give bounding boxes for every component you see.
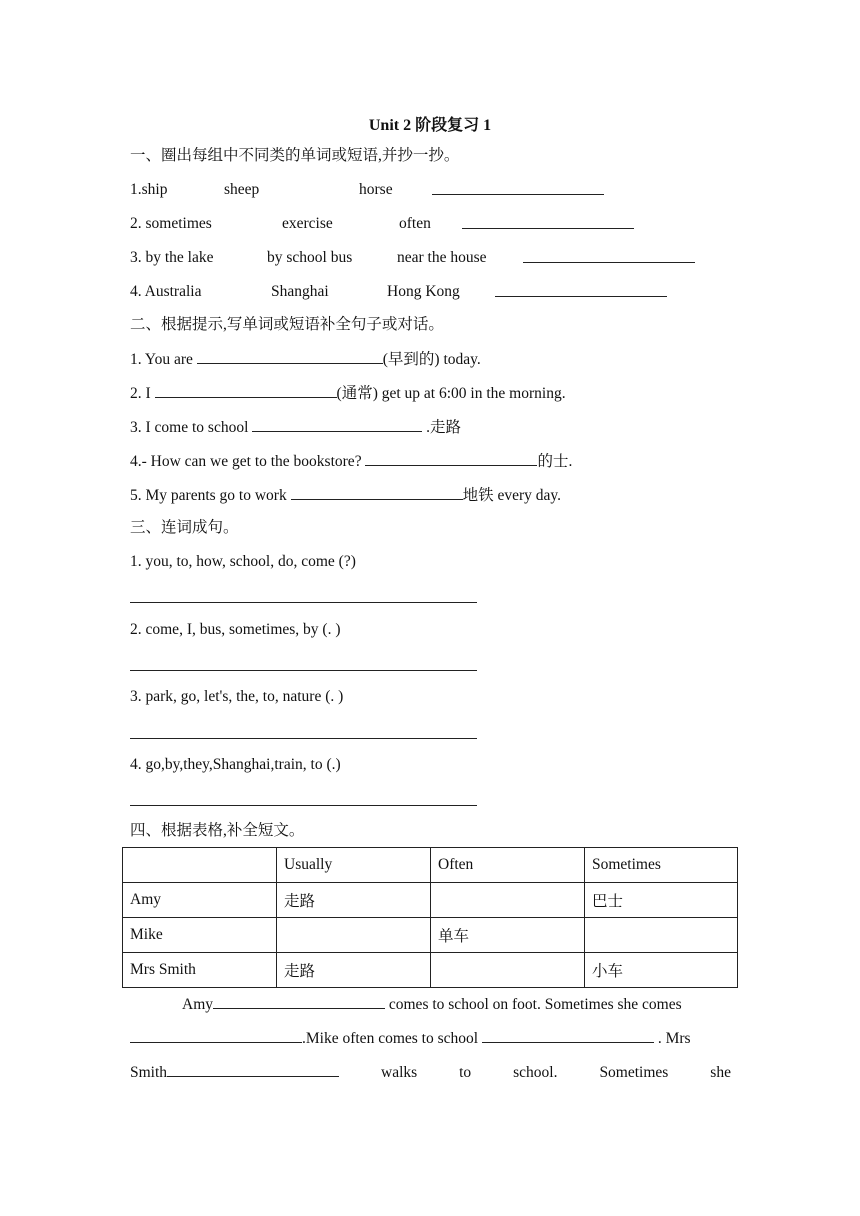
answer-blank[interactable] bbox=[213, 994, 385, 1009]
table-row bbox=[123, 953, 738, 988]
section-2-item-3: 3. I come to school .走路 bbox=[130, 419, 462, 436]
table-header-cell: Sometimes bbox=[585, 848, 738, 883]
table-cell: Amy bbox=[123, 883, 277, 918]
answer-blank[interactable] bbox=[291, 485, 463, 500]
answer-blank[interactable] bbox=[155, 383, 337, 398]
table-row bbox=[123, 883, 738, 918]
answer-blank[interactable] bbox=[197, 349, 383, 364]
section-1-heading: 一、圈出每组中不同类的单词或短语,并抄一抄。 bbox=[130, 147, 460, 164]
table-row bbox=[123, 918, 738, 953]
answer-line[interactable] bbox=[130, 670, 477, 671]
table-cell: 走路 bbox=[277, 953, 431, 988]
table-cell bbox=[431, 953, 585, 988]
answer-blank[interactable] bbox=[130, 1028, 302, 1043]
table-cell bbox=[585, 918, 738, 953]
table-header-cell: Usually bbox=[277, 848, 431, 883]
word: 4. Australia bbox=[130, 283, 202, 300]
word: Hong Kong bbox=[387, 283, 460, 300]
word: by school bus bbox=[267, 249, 353, 266]
table-cell: 走路 bbox=[277, 883, 431, 918]
page-title: Unit 2 阶段复习 1 bbox=[368, 117, 492, 134]
word: near the house bbox=[397, 249, 487, 266]
word: exercise bbox=[282, 215, 333, 232]
word: often bbox=[399, 215, 431, 232]
table-cell bbox=[277, 918, 431, 953]
answer-line[interactable] bbox=[130, 738, 477, 739]
answer-blank[interactable] bbox=[432, 180, 604, 201]
table-cell: 单车 bbox=[431, 918, 585, 953]
section-2-item-2: 2. I (通常) get up at 6:00 in the morning. bbox=[130, 385, 566, 402]
table-header-row bbox=[123, 848, 738, 883]
table-header-cell: Often bbox=[431, 848, 585, 883]
answer-blank[interactable] bbox=[365, 451, 537, 466]
table-cell bbox=[431, 883, 585, 918]
section-3-heading: 三、连词成句。 bbox=[130, 519, 239, 536]
word: Shanghai bbox=[271, 283, 329, 300]
word: 2. sometimes bbox=[130, 215, 212, 232]
answer-blank[interactable] bbox=[523, 248, 695, 269]
answer-blank[interactable] bbox=[167, 1062, 339, 1077]
section-2-item-1: 1. You are (早到的) today. bbox=[130, 351, 481, 368]
word: horse bbox=[359, 181, 393, 198]
word: 3. by the lake bbox=[130, 249, 214, 266]
section-3-item-2: 2. come, I, bus, sometimes, by (. ) bbox=[130, 621, 341, 638]
section-2-item-4: 4.- How can we get to the bookstore? 的士. bbox=[130, 453, 573, 470]
passage-line-3: Smith walks to school. Sometimes she bbox=[130, 1064, 731, 1081]
transport-table bbox=[122, 847, 738, 988]
answer-line[interactable] bbox=[130, 602, 477, 603]
table-cell: Mrs Smith bbox=[123, 953, 277, 988]
table-cell: 巴士 bbox=[585, 883, 738, 918]
word: sheep bbox=[224, 181, 260, 198]
section-2-heading: 二、根据提示,写单词或短语补全句子或对话。 bbox=[130, 316, 444, 333]
word: 1.ship bbox=[130, 181, 168, 198]
section-3-item-3: 3. park, go, let's, the, to, nature (. ) bbox=[130, 688, 344, 705]
passage bbox=[130, 988, 731, 1090]
passage-line-2: .Mike often comes to school . Mrs bbox=[130, 1022, 731, 1056]
answer-blank[interactable] bbox=[482, 1028, 654, 1043]
section-4-heading: 四、根据表格,补全短文。 bbox=[130, 822, 305, 839]
section-3-item-1: 1. you, to, how, school, do, come (?) bbox=[130, 553, 356, 570]
table-cell: 小车 bbox=[585, 953, 738, 988]
section-3-item-4: 4. go,by,they,Shanghai,train, to (.) bbox=[130, 756, 341, 773]
table-cell: Mike bbox=[123, 918, 277, 953]
section-2-item-5: 5. My parents go to work 地铁 every day. bbox=[130, 487, 561, 504]
passage-line-1: Amy comes to school on foot. Sometimes she comes bbox=[182, 996, 682, 1013]
answer-line[interactable] bbox=[130, 805, 477, 806]
answer-blank[interactable] bbox=[462, 214, 634, 235]
answer-blank[interactable] bbox=[495, 282, 667, 303]
table-header-cell bbox=[123, 848, 277, 883]
answer-blank[interactable] bbox=[252, 417, 422, 432]
